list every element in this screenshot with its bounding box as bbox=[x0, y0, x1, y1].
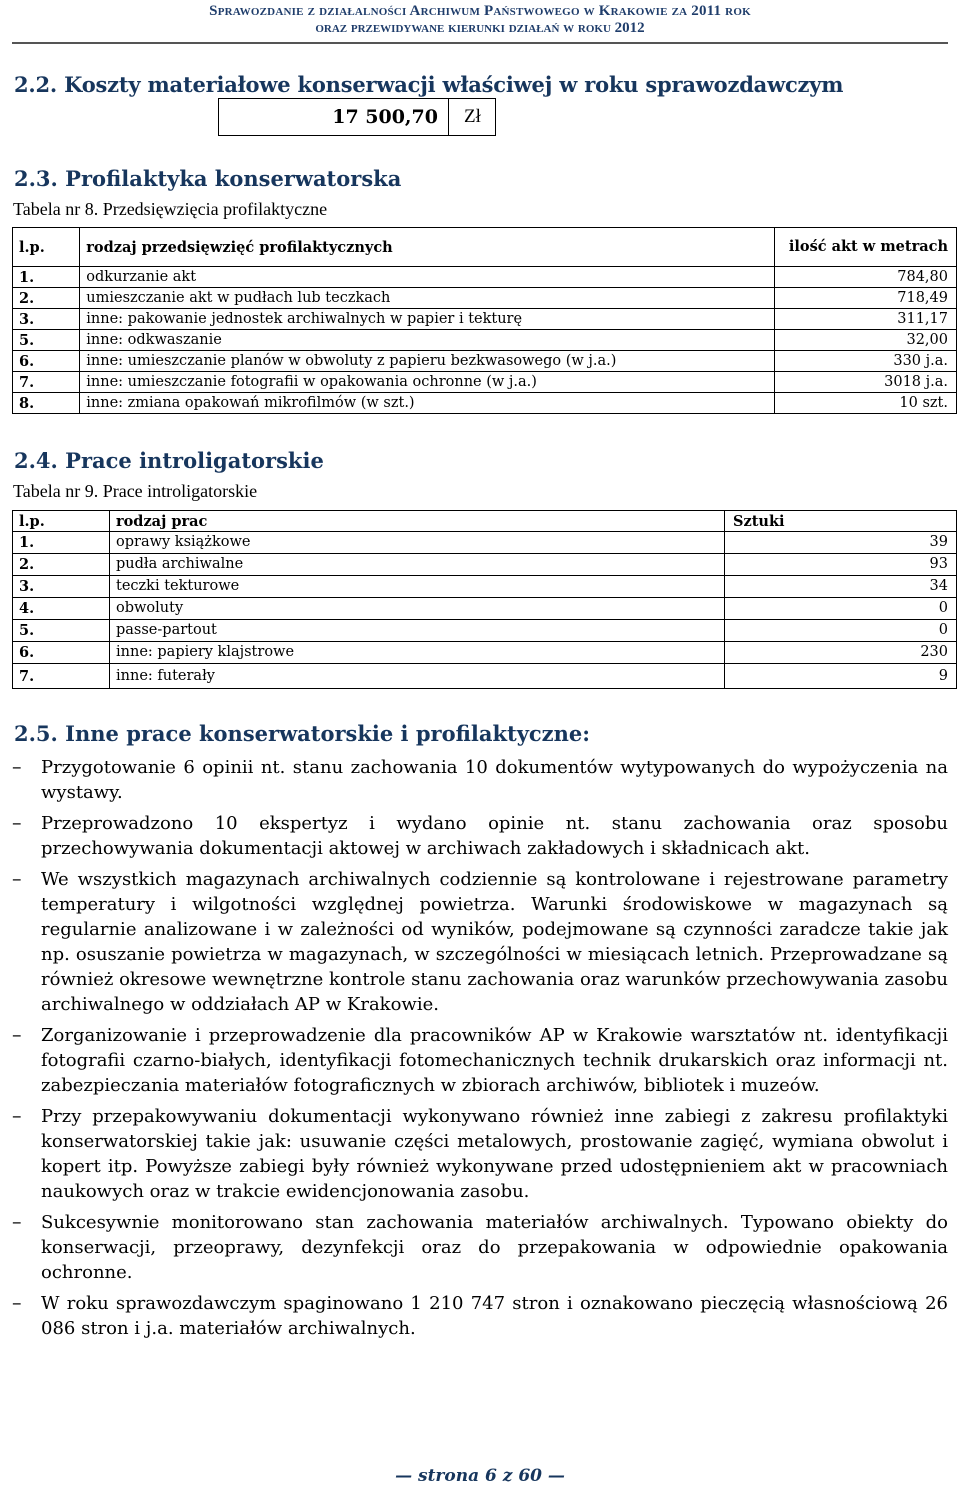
row-lp: 3. bbox=[13, 309, 80, 330]
table-row bbox=[13, 642, 957, 664]
table-row bbox=[13, 330, 957, 351]
list-item-text: Zorganizowanie i przeprowadzenie dla pracowników AP w Krakowie warsztatów nt. identyfikacji fotografii czarno-białych, identyfikacji fotomechanicznych technik drukarskich oraz informacji nt. zabezpieczania materiałów fotograficznych w zbiorach archiwów, bibliotek i muzeów. bbox=[41, 1025, 948, 1096]
list-item bbox=[12, 1023, 948, 1098]
row-name: inne: odkwaszanie bbox=[80, 330, 775, 351]
row-name: umieszczanie akt w pudłach lub teczkach bbox=[80, 288, 775, 309]
section-2-4-heading: 2.4. Prace introligatorskie bbox=[14, 448, 324, 473]
row-lp: 2. bbox=[13, 288, 80, 309]
list-item bbox=[12, 1210, 948, 1285]
material-cost-unit: Zł bbox=[464, 106, 481, 127]
list-item bbox=[12, 867, 948, 1017]
row-qty: 230 bbox=[725, 642, 957, 664]
table-9-caption: Tabela nr 9. Prace introligatorskie bbox=[13, 481, 258, 501]
dash-bullet: – bbox=[12, 1105, 22, 1127]
list-item-text: Przygotowanie 6 opinii nt. stanu zachowania 10 dokumentów wytypowanych do wypożyczenia na wystawy. bbox=[41, 757, 948, 803]
header-work-type: rodzaj prac bbox=[110, 511, 725, 532]
dash-bullet: – bbox=[12, 756, 22, 778]
header-title-line1: Sprawozdanie z działalności Archiwum Państwowego w Krakowie za 2011 rok bbox=[209, 3, 751, 19]
header-pieces: Sztuki bbox=[725, 511, 957, 532]
list-item bbox=[12, 1291, 948, 1341]
row-lp: 2. bbox=[13, 554, 110, 576]
other-works-list bbox=[12, 755, 948, 1347]
row-name: oprawy książkowe bbox=[110, 532, 725, 554]
row-name: pudła archiwalne bbox=[110, 554, 725, 576]
list-item bbox=[12, 811, 948, 861]
table-row bbox=[13, 393, 957, 414]
table-row bbox=[13, 309, 957, 330]
table-row bbox=[13, 576, 957, 598]
prevention-table bbox=[12, 227, 957, 414]
row-name: inne: futerały bbox=[110, 664, 725, 689]
list-item-text: Przeprowadzono 10 ekspertyz i wydano opinie nt. stanu zachowania oraz sposobu przechowywania dokumentacji aktowej w archiwach zakładowych i składnicach akt. bbox=[41, 813, 948, 859]
bookbinding-table bbox=[12, 510, 957, 689]
row-lp: 1. bbox=[13, 267, 80, 288]
row-qty: 34 bbox=[725, 576, 957, 598]
header-lp: l.p. bbox=[13, 511, 110, 532]
list-item-text: Przy przepakowywaniu dokumentacji wykonywano również inne zabiegi z zakresu profilaktyki konserwatorskiej takie jak: usuwanie części metalowych, prostowanie zagięć, wymiana obwolut i kopert itp. Powyższe zabiegi były również wykonywane przed udostępnieniem akt w pracowniach naukowych oraz w trakcie ewidencjonowania zasobu. bbox=[41, 1106, 948, 1202]
table-header-row bbox=[13, 511, 957, 532]
row-name: inne: umieszczanie fotografii w opakowania ochronne (w j.a.) bbox=[80, 372, 775, 393]
header-activity-type: rodzaj przedsięwzięć profilaktycznych bbox=[80, 228, 775, 267]
row-qty: 39 bbox=[725, 532, 957, 554]
header-lp: l.p. bbox=[13, 228, 80, 267]
row-lp: 7. bbox=[13, 372, 80, 393]
table-row bbox=[13, 598, 957, 620]
row-lp: 4. bbox=[13, 598, 110, 620]
table-row bbox=[13, 532, 957, 554]
table-row bbox=[13, 351, 957, 372]
row-name: passe-partout bbox=[110, 620, 725, 642]
list-item bbox=[12, 1104, 948, 1204]
row-qty: 32,00 bbox=[774, 330, 956, 351]
row-lp: 6. bbox=[13, 642, 110, 664]
row-qty: 93 bbox=[725, 554, 957, 576]
material-cost-value: 17 500,70 bbox=[219, 99, 449, 135]
dash-bullet: – bbox=[12, 868, 22, 890]
list-item-text: Sukcesywnie monitorowano stan zachowania materiałów archiwalnych. Typowano obiekty do konserwacji, przeoprawy, dezynfekcji oraz do przepakowania w odpowiednie opakowania ochronne. bbox=[41, 1212, 948, 1283]
section-2-5-heading: 2.5. Inne prace konserwatorskie i profilaktyczne: bbox=[14, 721, 590, 746]
table-row bbox=[13, 664, 957, 689]
row-lp: 7. bbox=[13, 664, 110, 689]
list-item-text: We wszystkich magazynach archiwalnych codziennie są kontrolowane i rejestrowane parametry temperatury i wilgotności względnej powietrza. Warunki środowiskowe w magazynach są regularnie analizowane i w zależności od wyników, podejmowane są czynności zaradcze takie jak np. osuszanie powietrza w magazynach, w szczególności w miesiącach letnich. Przeprowadzane są również okresowe wewnętrzne kontrole stanu zachowania oraz warunków przechowywania zasobu archiwalnego w oddziałach AP w Krakowie. bbox=[41, 869, 948, 1015]
row-qty: 10 szt. bbox=[774, 393, 956, 414]
table-row bbox=[13, 620, 957, 642]
row-name: inne: zmiana opakowań mikrofilmów (w szt.) bbox=[80, 393, 775, 414]
table-row bbox=[13, 372, 957, 393]
table-row bbox=[13, 267, 957, 288]
row-lp: 3. bbox=[13, 576, 110, 598]
material-cost-box bbox=[218, 98, 496, 136]
dash-bullet: – bbox=[12, 1292, 22, 1314]
table-row bbox=[13, 288, 957, 309]
row-name: inne: pakowanie jednostek archiwalnych w papier i tekturę bbox=[80, 309, 775, 330]
header-title-line2: oraz przewidywane kierunki działań w roku 2012 bbox=[315, 20, 645, 36]
list-item-text: W roku sprawozdawczym spaginowano 1 210 747 stron i oznakowano pieczęcią własnościową 26 086 stron i j.a. materiałów archiwalnych. bbox=[41, 1293, 948, 1339]
row-lp: 5. bbox=[13, 330, 80, 351]
row-name: inne: umieszczanie planów w obwoluty z papieru bezkwasowego (w j.a.) bbox=[80, 351, 775, 372]
row-name: inne: papiery klajstrowe bbox=[110, 642, 725, 664]
header-divider bbox=[12, 42, 948, 44]
row-lp: 6. bbox=[13, 351, 80, 372]
row-name: odkurzanie akt bbox=[80, 267, 775, 288]
dash-bullet: – bbox=[12, 1211, 22, 1233]
section-2-2-heading: 2.2. Koszty materiałowe konserwacji właściwej w roku sprawozdawczym bbox=[14, 72, 844, 97]
row-qty: 330 j.a. bbox=[774, 351, 956, 372]
dash-bullet: – bbox=[12, 1024, 22, 1046]
table-header-row bbox=[13, 228, 957, 267]
list-item bbox=[12, 755, 948, 805]
row-lp: 8. bbox=[13, 393, 80, 414]
row-qty: 784,80 bbox=[774, 267, 956, 288]
table-row bbox=[13, 554, 957, 576]
row-lp: 5. bbox=[13, 620, 110, 642]
page-header bbox=[0, 0, 960, 44]
row-lp: 1. bbox=[13, 532, 110, 554]
section-2-3-heading: 2.3. Profilaktyka konserwatorska bbox=[14, 166, 402, 191]
header-quantity: ilość akt w metrach bbox=[774, 228, 956, 267]
row-qty: 3018 j.a. bbox=[774, 372, 956, 393]
table-8-caption: Tabela nr 8. Przedsięwzięcia profilaktyczne bbox=[13, 199, 328, 219]
row-qty: 0 bbox=[725, 598, 957, 620]
row-qty: 718,49 bbox=[774, 288, 956, 309]
row-qty: 0 bbox=[725, 620, 957, 642]
row-qty: 9 bbox=[725, 664, 957, 689]
dash-bullet: – bbox=[12, 812, 22, 834]
row-name: teczki tekturowe bbox=[110, 576, 725, 598]
row-name: obwoluty bbox=[110, 598, 725, 620]
row-qty: 311,17 bbox=[774, 309, 956, 330]
page-number-footer: — strona 6 z 60 — bbox=[395, 1466, 565, 1486]
